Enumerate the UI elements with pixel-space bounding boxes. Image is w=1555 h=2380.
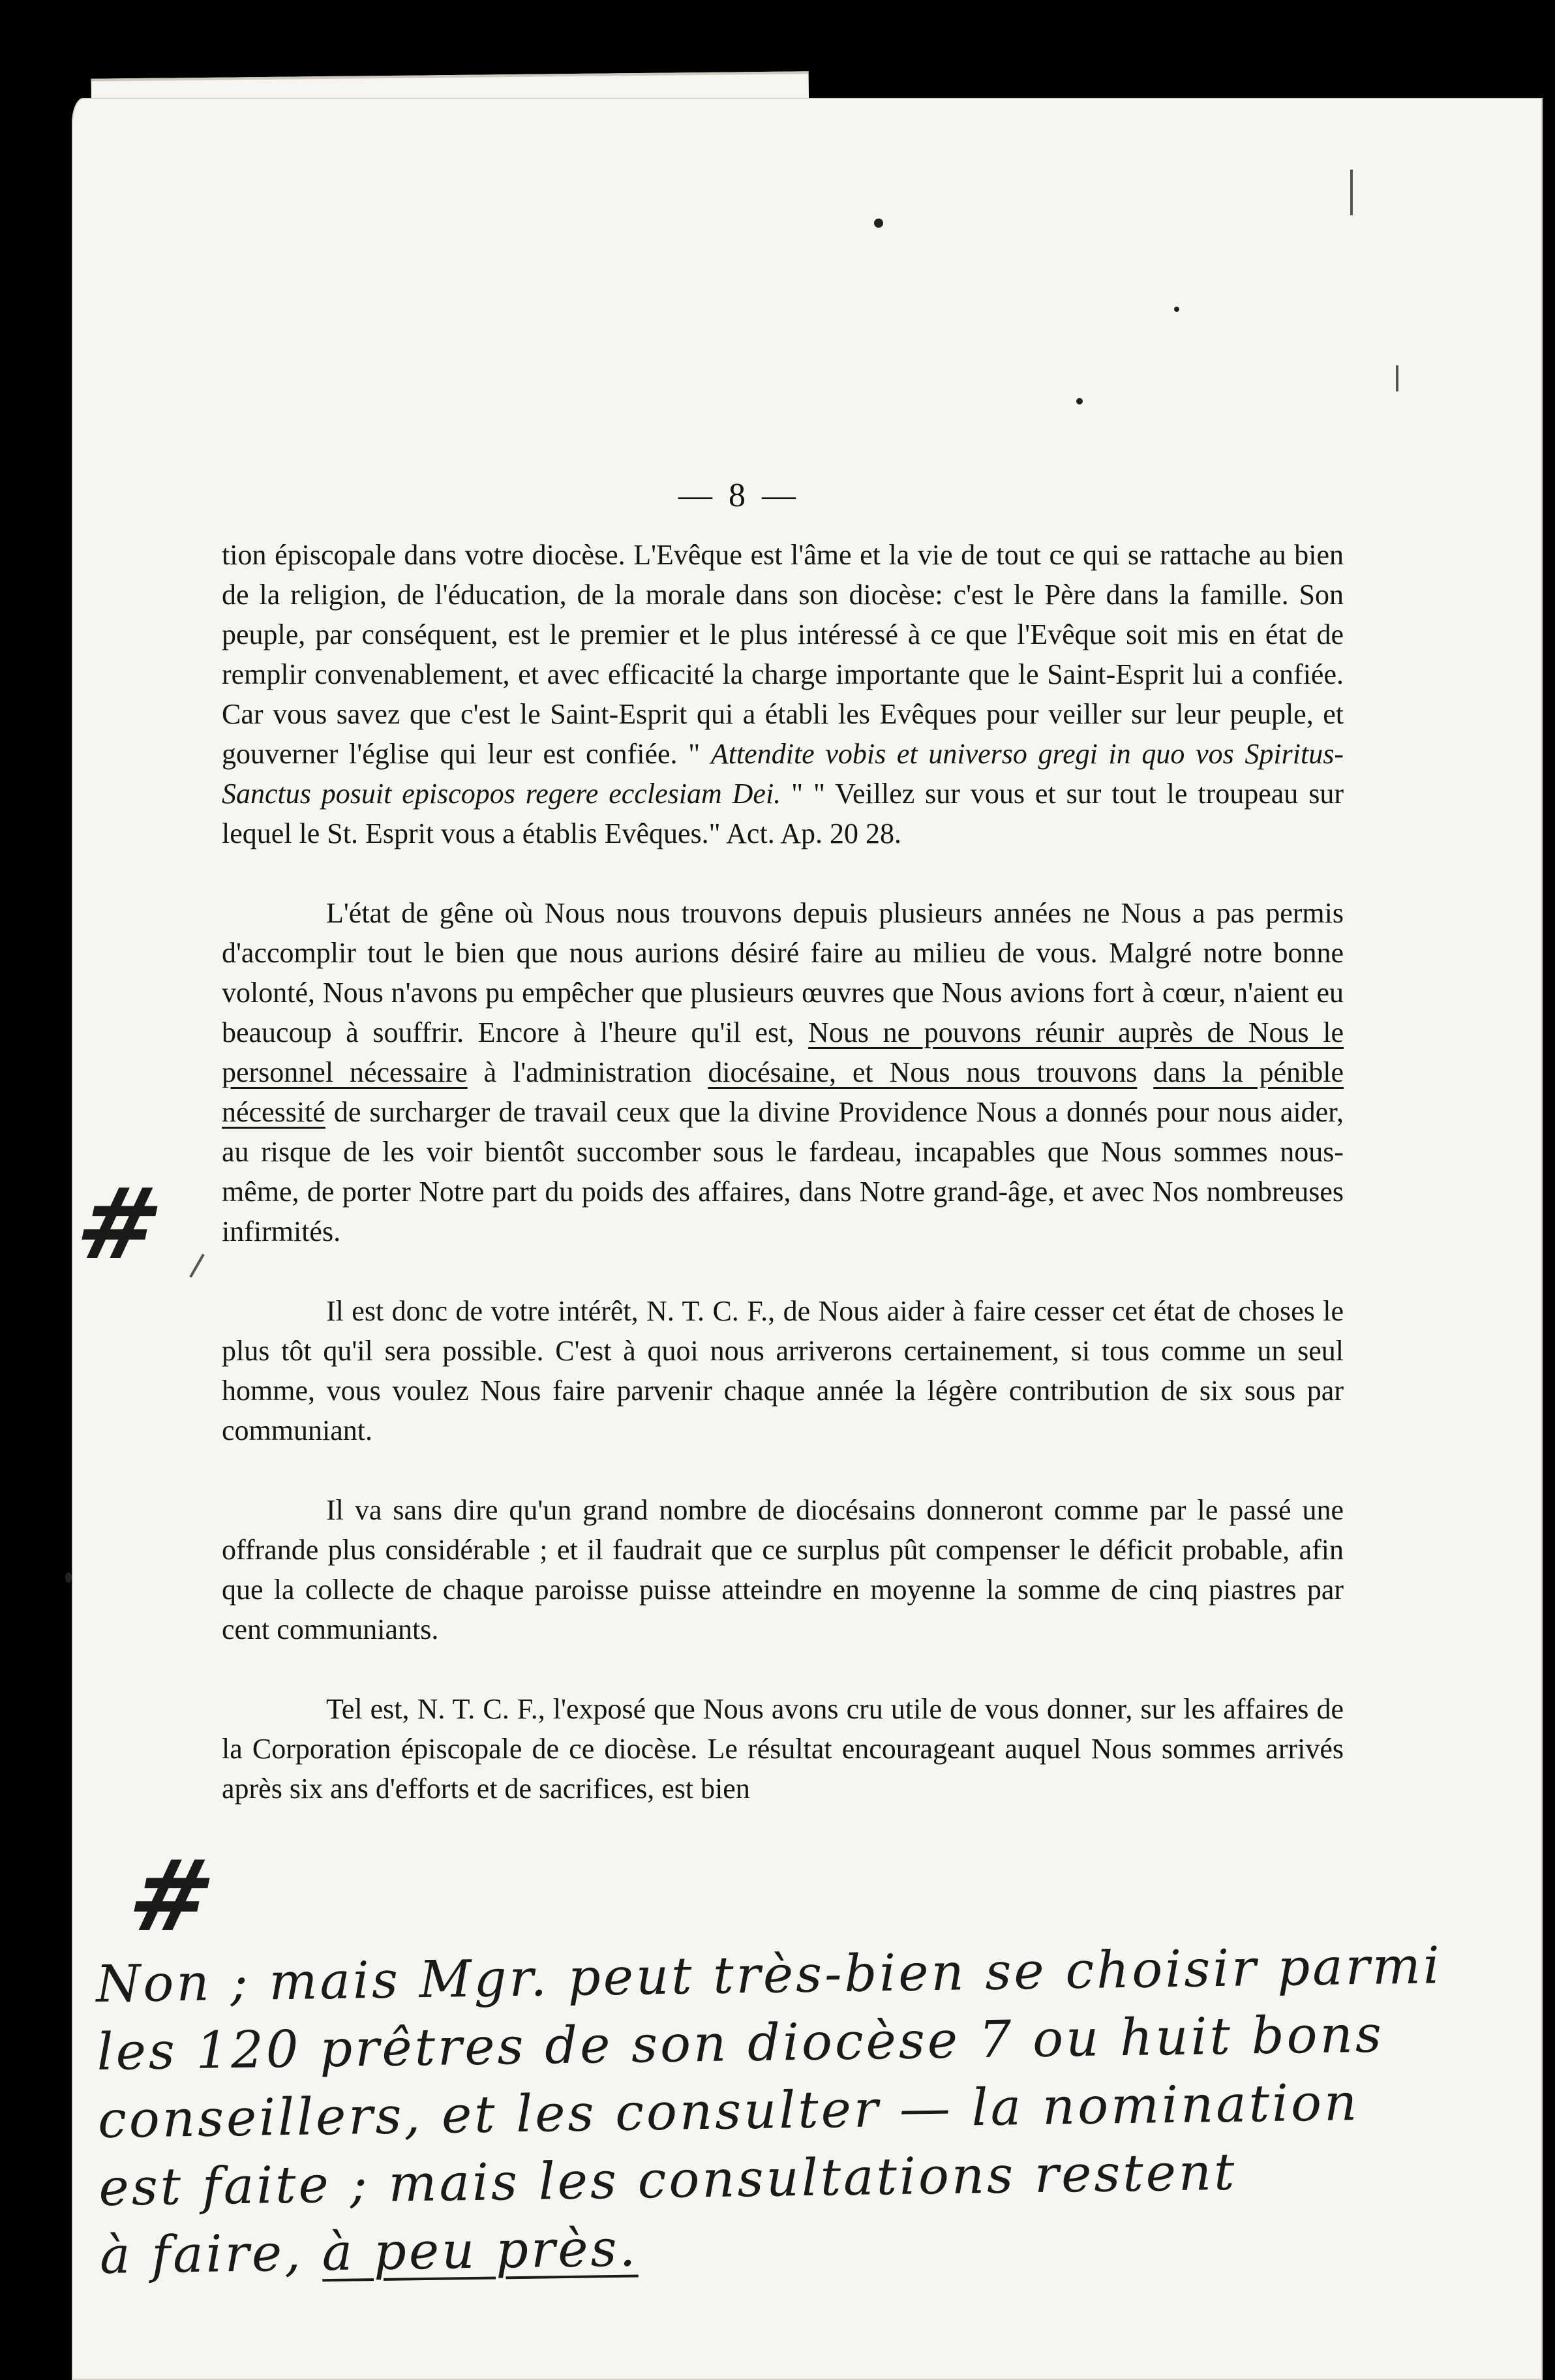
paragraph-2-text-mid: à l'administration: [483, 1056, 692, 1088]
handwritten-line: conseillers, et les consulter — la nomination: [97, 2073, 1360, 2150]
paragraph-5: Tel est, N. T. C. F., l'exposé que Nous avons cru utile de vous donner, sur les affaires de la Corporation épiscopale de ce diocèse. Le résultat encourageant auquel Nous sommes arrivés après six ans d'efforts et de sacrifices, est bien: [222, 1693, 1344, 1805]
ink-speck: [65, 1572, 72, 1583]
handwritten-underlined-text: à peu près.: [322, 2219, 639, 2283]
paragraph-2: [222, 893, 1344, 1251]
scan-scratch: [1396, 365, 1398, 391]
scan-scratch: [1350, 170, 1353, 215]
ink-speck: [1174, 307, 1179, 312]
margin-hash-mark: #: [118, 1840, 225, 1953]
handwritten-note: [95, 1931, 1502, 2290]
paragraph-3: Il est donc de votre intérêt, N. T. C. F., de Nous aider à faire cesser cet état de choses le plus tôt qu'il sera possible. C'est à quoi nous arriverons certainement, si tous comme un seul homme, vous voulez Nous faire parvenir chaque année la légère contribution de six sous par communiant.: [222, 1295, 1344, 1446]
underlined-passage: dans la pénible nécessité: [222, 1056, 1344, 1128]
paragraph-2-text-start: L'état de gêne où Nous nous trouvons depuis plusieurs années ne Nous a pas permis d'accomplir tout le bien que nous aurions désiré faire au milieu de vous. Malgré notre bonne volonté, Nous n'avons pu empêcher que plusieurs œuvres que Nous avions fort à cœur, n'aient eu beaucoup à souffrir. Encore à l'heure qu'il est,: [222, 897, 1344, 1048]
margin-hash-mark: #: [66, 1168, 173, 1281]
ink-speck: [1076, 398, 1083, 404]
underlined-passage: diocésaine, et Nous nous trouvons: [708, 1056, 1138, 1088]
page-number: — 8 —: [678, 477, 800, 514]
paragraph-2-text-end: de surcharger de travail ceux que la divine Providence Nous a donnés pour nous aider, au risque de les voir bientôt succomber sous le fardeau, incapables que Nous sommes nous-même, de porter Notre part du poids des affaires, dans Notre grand-âge, et avec Nos nombreuses infirmités.: [222, 1096, 1344, 1247]
paragraph-1-text: tion épiscopale dans votre diocèse. L'Evêque est l'âme et la vie de tout ce qui se rattache au bien de la religion, de l'éducation, de la morale dans son diocèse: c'est le Père dans la famille. Son peuple, par conséquent, est le premier et le plus intéressé à ce que l'Evêque soit mis en état de remplir convenablement, et avec efficacité la charge importante que le Saint-Esprit lui a confiée. Car vous savez que c'est le Saint-Esprit qui a établi les Evêques pour veiller sur leur peuple, et gouverner l'église qui leur est confiée. ": [222, 539, 1344, 770]
paragraph-1: [222, 535, 1344, 853]
handwritten-line: est faite ; mais les consultations restent: [98, 2143, 1238, 2218]
handwritten-text: à faire,: [99, 2223, 304, 2285]
underlined-passage: Nous ne pouvons réunir auprès de Nous le personnel nécessaire: [222, 1016, 1344, 1088]
paragraph-1-translation: " " Veillez sur vous et sur tout le troupeau sur lequel le St. Esprit vous a établis Evêques." Act. Ap. 20 28.: [222, 778, 1344, 849]
handwritten-line: les 120 prêtres de son diocèse 7 ou huit bons: [97, 2005, 1385, 2082]
ink-speck: [874, 219, 883, 228]
paragraph-4: Il va sans dire qu'un grand nombre de diocésains donneront comme par le passé une offrande plus considérable ; et il faudrait que ce surplus pût compenser le déficit probable, afin que la collecte de chaque paroisse puisse atteindre en moyenne la somme de cinq piastres par cent communiants.: [222, 1494, 1344, 1645]
handwritten-line: Non ; mais Mgr. peut très-bien se choisir parmi: [95, 1936, 1443, 2015]
latin-quotation: Attendite vobis et universo gregi in quo vos Spiritus-Sanctus posuit episcopos regere ecclesiam Dei.: [222, 738, 1344, 810]
printed-body: [222, 535, 1344, 1848]
